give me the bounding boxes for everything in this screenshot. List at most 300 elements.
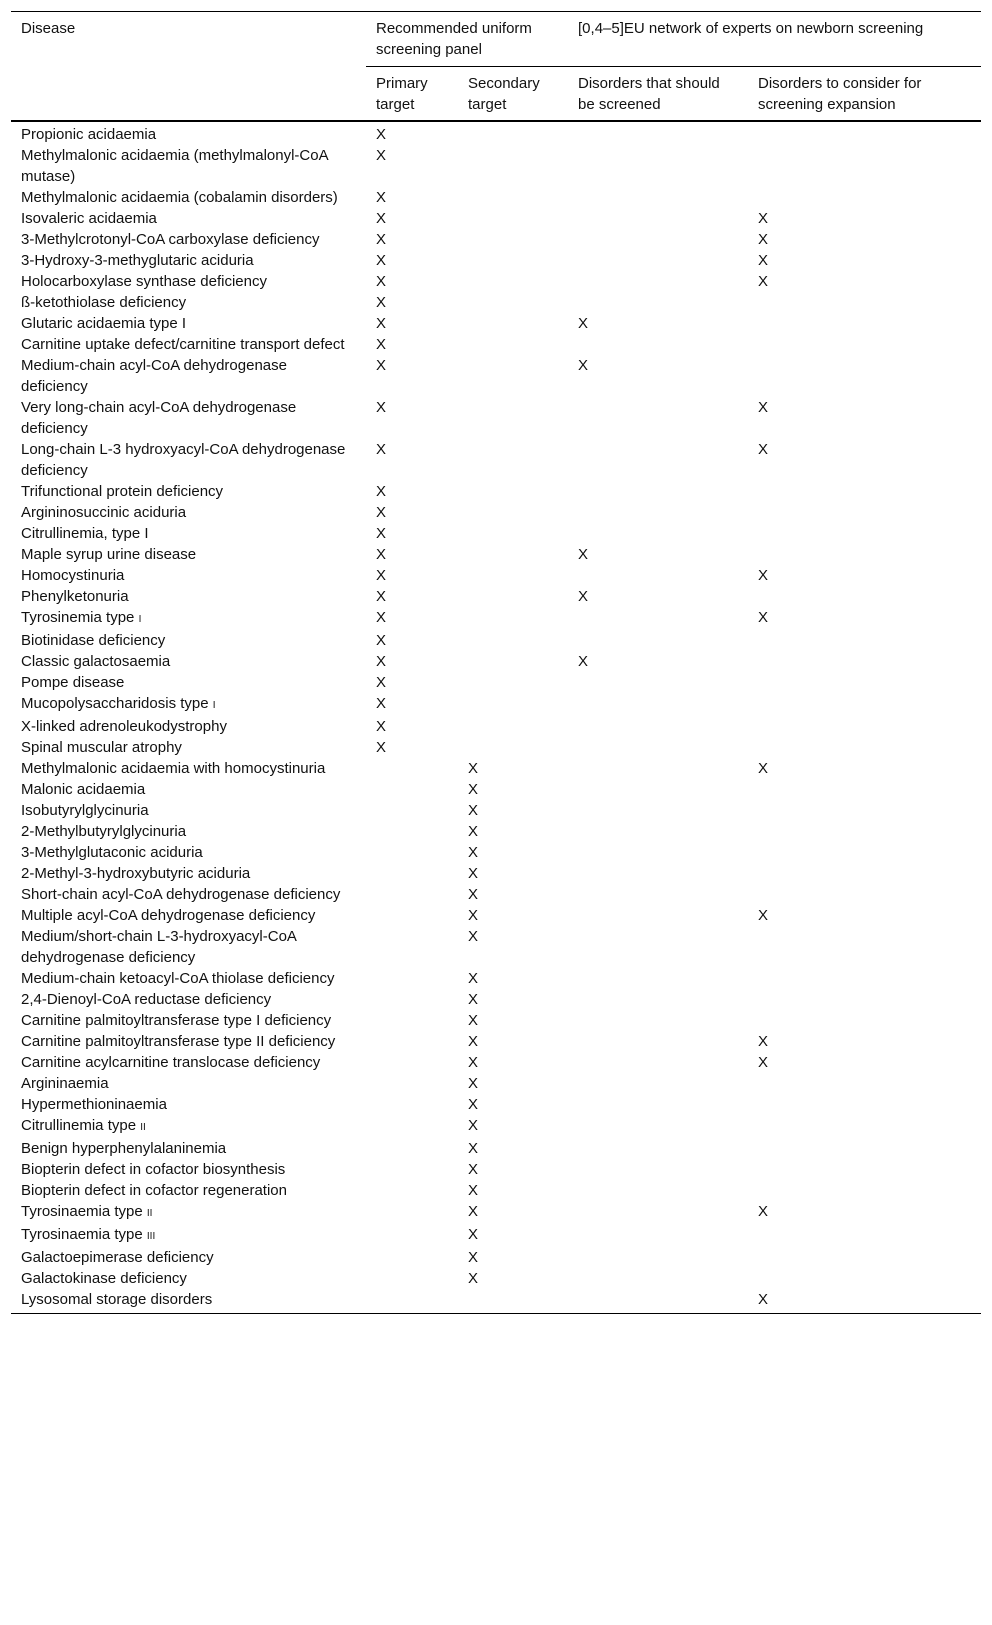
should-screen-cell xyxy=(568,1201,748,1224)
primary-target-cell xyxy=(366,208,458,229)
disease-cell-text: Short-chain acyl-CoA dehydrogenase deficiency xyxy=(21,886,341,903)
secondary-target-cell-text: X xyxy=(468,865,479,882)
primary-target-cell xyxy=(366,1094,458,1115)
should-screen-cell xyxy=(568,1224,748,1247)
should-screen-cell xyxy=(568,1010,748,1031)
table-row xyxy=(11,1115,981,1138)
header-eu-network: [0,4–5]EU network of experts on newborn screening xyxy=(568,12,981,67)
disease-cell-text: Medium-chain acyl-CoA dehydrogenase deficiency xyxy=(21,357,287,395)
secondary-target-cell xyxy=(458,1247,568,1268)
consider-expansion-cell xyxy=(748,1115,981,1138)
should-screen-cell xyxy=(568,779,748,800)
table-row xyxy=(11,863,981,884)
disease-cell-text: Long-chain L-3 hydroxyacyl-CoA dehydrogenase deficiency xyxy=(21,441,346,479)
disease-cell xyxy=(11,1268,366,1289)
primary-target-cell-text: X xyxy=(376,718,387,735)
header-should-screen: Disorders that should be screened xyxy=(578,75,720,113)
table-row xyxy=(11,439,981,481)
secondary-target-cell xyxy=(458,145,568,187)
secondary-target-cell-text: X xyxy=(468,1012,479,1029)
consider-expansion-cell xyxy=(748,737,981,758)
disease-cell-text: Medium/short-chain L-3-hydroxyacyl-CoA dehydrogenase deficiency xyxy=(21,928,297,966)
table-row xyxy=(11,292,981,313)
table-row xyxy=(11,905,981,926)
consider-expansion-cell xyxy=(748,1159,981,1180)
secondary-target-cell-text: X xyxy=(468,760,479,777)
primary-target-cell-text: X xyxy=(376,231,387,248)
should-screen-cell xyxy=(568,800,748,821)
disease-cell-text: Biopterin defect in cofactor regeneration xyxy=(21,1182,287,1199)
disease-cell-text: Citrullinemia type xyxy=(21,1117,137,1134)
disease-cell-text: Pompe disease xyxy=(21,674,125,691)
secondary-target-cell xyxy=(458,439,568,481)
table-row xyxy=(11,355,981,397)
disease-cell-text: Spinal muscular atrophy xyxy=(21,739,182,756)
secondary-target-cell-text: X xyxy=(468,1075,479,1092)
primary-target-cell xyxy=(366,672,458,693)
primary-target-cell xyxy=(366,502,458,523)
should-screen-cell-text: X xyxy=(578,653,589,670)
secondary-target-cell xyxy=(458,779,568,800)
should-screen-cell xyxy=(568,439,748,481)
consider-expansion-cell xyxy=(748,187,981,208)
consider-expansion-cell xyxy=(748,1094,981,1115)
secondary-target-cell xyxy=(458,1289,568,1314)
disease-cell xyxy=(11,926,366,968)
table-row xyxy=(11,544,981,565)
primary-target-cell xyxy=(366,1268,458,1289)
header-disease: Disease xyxy=(11,12,366,122)
consider-expansion-cell xyxy=(748,502,981,523)
consider-expansion-cell-text: X xyxy=(758,1054,769,1071)
disease-cell-text: Citrullinemia, type I xyxy=(21,525,149,542)
disease-cell-text: X-linked adrenoleukodystrophy xyxy=(21,718,227,735)
primary-target-cell-text: X xyxy=(376,315,387,332)
secondary-target-cell xyxy=(458,208,568,229)
should-screen-cell xyxy=(568,821,748,842)
primary-target-cell xyxy=(366,1073,458,1094)
consider-expansion-cell xyxy=(748,481,981,502)
consider-expansion-cell xyxy=(748,800,981,821)
disease-cell xyxy=(11,630,366,651)
should-screen-cell-text: X xyxy=(578,315,589,332)
should-screen-cell xyxy=(568,355,748,397)
consider-expansion-cell xyxy=(748,250,981,271)
primary-target-cell xyxy=(366,187,458,208)
disease-cell xyxy=(11,1115,366,1138)
secondary-target-cell xyxy=(458,758,568,779)
disease-cell-text: Methylmalonic acidaemia (cobalamin disorders) xyxy=(21,189,338,206)
table-row xyxy=(11,779,981,800)
disease-cell xyxy=(11,355,366,397)
disease-cell xyxy=(11,1073,366,1094)
primary-target-cell xyxy=(366,544,458,565)
should-screen-cell xyxy=(568,271,748,292)
consider-expansion-cell xyxy=(748,1224,981,1247)
primary-target-cell xyxy=(366,250,458,271)
should-screen-cell xyxy=(568,208,748,229)
primary-target-cell xyxy=(366,292,458,313)
secondary-target-cell xyxy=(458,842,568,863)
disease-cell-text: Galactoepimerase deficiency xyxy=(21,1249,214,1266)
primary-target-cell xyxy=(366,651,458,672)
secondary-target-cell-text: X xyxy=(468,1054,479,1071)
primary-target-cell-text: X xyxy=(376,504,387,521)
primary-target-cell xyxy=(366,523,458,544)
disease-cell xyxy=(11,334,366,355)
secondary-target-cell xyxy=(458,397,568,439)
consider-expansion-cell xyxy=(748,905,981,926)
disease-cell-text: Classic galactosaemia xyxy=(21,653,171,670)
table-row xyxy=(11,313,981,334)
disease-cell-text: Tyrosinemia type xyxy=(21,609,135,626)
should-screen-cell xyxy=(568,586,748,607)
consider-expansion-cell xyxy=(748,1201,981,1224)
disease-cell xyxy=(11,208,366,229)
disease-cell-text: Homocystinuria xyxy=(21,567,125,584)
should-screen-cell xyxy=(568,1094,748,1115)
disease-cell-text: Phenylketonuria xyxy=(21,588,129,605)
consider-expansion-cell xyxy=(748,145,981,187)
should-screen-cell xyxy=(568,737,748,758)
should-screen-cell xyxy=(568,313,748,334)
consider-expansion-cell xyxy=(748,716,981,737)
primary-target-cell xyxy=(366,565,458,586)
consider-expansion-cell xyxy=(748,630,981,651)
should-screen-cell xyxy=(568,1052,748,1073)
should-screen-cell xyxy=(568,607,748,630)
should-screen-cell xyxy=(568,1289,748,1314)
primary-target-cell xyxy=(366,1031,458,1052)
table-row xyxy=(11,1201,981,1224)
disease-cell xyxy=(11,565,366,586)
consider-expansion-cell-text: X xyxy=(758,1033,769,1050)
disease-cell xyxy=(11,145,366,187)
should-screen-cell xyxy=(568,334,748,355)
disease-cell-text: Isobutyrylglycinuria xyxy=(21,802,149,819)
disease-cell xyxy=(11,313,366,334)
disease-cell xyxy=(11,439,366,481)
disease-cell xyxy=(11,693,366,716)
primary-target-cell xyxy=(366,758,458,779)
should-screen-cell-text: X xyxy=(578,546,589,563)
disease-cell-text: Propionic acidaemia xyxy=(21,126,157,143)
table-row xyxy=(11,1052,981,1073)
consider-expansion-cell xyxy=(748,758,981,779)
consider-expansion-cell xyxy=(748,439,981,481)
disease-cell xyxy=(11,1289,366,1314)
table-row xyxy=(11,1031,981,1052)
disease-cell xyxy=(11,651,366,672)
table-row xyxy=(11,926,981,968)
consider-expansion-cell-text: X xyxy=(758,252,769,269)
should-screen-cell xyxy=(568,1115,748,1138)
secondary-target-cell xyxy=(458,884,568,905)
secondary-target-cell xyxy=(458,313,568,334)
table-row xyxy=(11,145,981,187)
secondary-target-cell xyxy=(458,565,568,586)
table-row xyxy=(11,884,981,905)
primary-target-cell xyxy=(366,397,458,439)
secondary-target-cell xyxy=(458,905,568,926)
secondary-target-cell xyxy=(458,250,568,271)
secondary-target-cell-text: X xyxy=(468,781,479,798)
type-numeral: II xyxy=(140,1122,146,1133)
secondary-target-cell xyxy=(458,121,568,145)
disease-cell xyxy=(11,1180,366,1201)
should-screen-cell xyxy=(568,523,748,544)
table-row xyxy=(11,1247,981,1268)
secondary-target-cell xyxy=(458,968,568,989)
primary-target-cell xyxy=(366,439,458,481)
secondary-target-cell xyxy=(458,544,568,565)
consider-expansion-cell xyxy=(748,693,981,716)
table-row xyxy=(11,229,981,250)
primary-target-cell xyxy=(366,1201,458,1224)
disease-cell xyxy=(11,481,366,502)
primary-target-cell xyxy=(366,121,458,145)
primary-target-cell-text: X xyxy=(376,357,387,374)
should-screen-cell xyxy=(568,187,748,208)
primary-target-cell xyxy=(366,1180,458,1201)
table-row xyxy=(11,651,981,672)
primary-target-cell-text: X xyxy=(376,609,387,626)
secondary-target-cell xyxy=(458,292,568,313)
primary-target-cell xyxy=(366,716,458,737)
secondary-target-cell xyxy=(458,672,568,693)
table-row xyxy=(11,1094,981,1115)
disease-cell xyxy=(11,607,366,630)
disease-cell-text: Carnitine uptake defect/carnitine transport defect xyxy=(21,336,345,353)
disease-cell-text: 2,4-Dienoyl-CoA reductase deficiency xyxy=(21,991,272,1008)
table-row xyxy=(11,758,981,779)
disease-cell xyxy=(11,800,366,821)
disease-cell xyxy=(11,1094,366,1115)
should-screen-cell xyxy=(568,884,748,905)
consider-expansion-cell xyxy=(748,271,981,292)
primary-target-cell xyxy=(366,1115,458,1138)
disease-cell xyxy=(11,1159,366,1180)
table-row xyxy=(11,565,981,586)
secondary-target-cell xyxy=(458,355,568,397)
consider-expansion-cell xyxy=(748,1289,981,1314)
disease-cell xyxy=(11,779,366,800)
secondary-target-cell xyxy=(458,1159,568,1180)
primary-target-cell xyxy=(366,842,458,863)
table-row xyxy=(11,1268,981,1289)
primary-target-cell xyxy=(366,1010,458,1031)
secondary-target-cell xyxy=(458,1138,568,1159)
table-row xyxy=(11,1138,981,1159)
consider-expansion-cell xyxy=(748,926,981,968)
disease-cell-text: Holocarboxylase synthase deficiency xyxy=(21,273,267,290)
consider-expansion-cell-text: X xyxy=(758,399,769,416)
consider-expansion-cell xyxy=(748,229,981,250)
table-row xyxy=(11,208,981,229)
primary-target-cell xyxy=(366,1247,458,1268)
should-screen-cell xyxy=(568,926,748,968)
type-numeral: III xyxy=(146,1231,156,1242)
disease-cell-text: Lysosomal storage disorders xyxy=(21,1291,213,1308)
primary-target-cell-text: X xyxy=(376,273,387,290)
secondary-target-cell xyxy=(458,1180,568,1201)
secondary-target-cell-text: X xyxy=(468,802,479,819)
should-screen-cell xyxy=(568,544,748,565)
secondary-target-cell-text: X xyxy=(468,1203,479,1220)
disease-cell-text: 3-Hydroxy-3-methyglutaric aciduria xyxy=(21,252,254,269)
screening-table-container xyxy=(11,11,981,1314)
disease-cell-text: 2-Methyl-3-hydroxybutyric aciduria xyxy=(21,865,251,882)
secondary-target-cell-text: X xyxy=(468,1270,479,1287)
consider-expansion-cell-text: X xyxy=(758,907,769,924)
consider-expansion-cell xyxy=(748,863,981,884)
consider-expansion-cell-text: X xyxy=(758,609,769,626)
consider-expansion-cell xyxy=(748,565,981,586)
secondary-target-cell-text: X xyxy=(468,1226,479,1243)
should-screen-cell xyxy=(568,1247,748,1268)
should-screen-cell xyxy=(568,968,748,989)
primary-target-cell-text: X xyxy=(376,546,387,563)
disease-cell xyxy=(11,989,366,1010)
secondary-target-cell xyxy=(458,271,568,292)
disease-cell xyxy=(11,863,366,884)
secondary-target-cell xyxy=(458,523,568,544)
consider-expansion-cell xyxy=(748,1180,981,1201)
header-rusp: Recommended uniform screening panel xyxy=(366,12,568,67)
secondary-target-cell xyxy=(458,651,568,672)
primary-target-cell xyxy=(366,355,458,397)
consider-expansion-cell xyxy=(748,968,981,989)
should-screen-cell xyxy=(568,229,748,250)
consider-expansion-cell xyxy=(748,1247,981,1268)
primary-target-cell xyxy=(366,586,458,607)
table-row xyxy=(11,523,981,544)
table-row xyxy=(11,842,981,863)
secondary-target-cell xyxy=(458,693,568,716)
primary-target-cell xyxy=(366,737,458,758)
table-body xyxy=(11,121,981,1314)
type-numeral: II xyxy=(146,1208,153,1219)
primary-target-cell xyxy=(366,989,458,1010)
consider-expansion-cell xyxy=(748,1031,981,1052)
table-row xyxy=(11,989,981,1010)
should-screen-cell xyxy=(568,651,748,672)
disease-cell xyxy=(11,884,366,905)
secondary-target-cell-text: X xyxy=(468,1117,479,1134)
consider-expansion-cell xyxy=(748,989,981,1010)
secondary-target-cell-text: X xyxy=(468,1161,479,1178)
should-screen-cell xyxy=(568,989,748,1010)
should-screen-cell xyxy=(568,1138,748,1159)
primary-target-cell-text: X xyxy=(376,441,387,458)
secondary-target-cell-text: X xyxy=(468,1140,479,1157)
primary-target-cell xyxy=(366,968,458,989)
primary-target-cell xyxy=(366,229,458,250)
type-numeral: I xyxy=(212,700,216,711)
disease-cell-text: Carnitine palmitoyltransferase type II deficiency xyxy=(21,1033,336,1050)
secondary-target-cell xyxy=(458,716,568,737)
disease-cell xyxy=(11,271,366,292)
secondary-target-cell xyxy=(458,1094,568,1115)
primary-target-cell-text: X xyxy=(376,653,387,670)
disease-cell-text: Very long-chain acyl-CoA dehydrogenase deficiency xyxy=(21,399,297,437)
disease-cell xyxy=(11,1201,366,1224)
secondary-target-cell-text: X xyxy=(468,886,479,903)
table-row xyxy=(11,481,981,502)
primary-target-cell xyxy=(366,1224,458,1247)
disease-cell xyxy=(11,121,366,145)
primary-target-cell xyxy=(366,334,458,355)
secondary-target-cell xyxy=(458,481,568,502)
disease-cell-text: Medium-chain ketoacyl-CoA thiolase deficiency xyxy=(21,970,335,987)
consider-expansion-cell-text: X xyxy=(758,231,769,248)
disease-cell-text: 3-Methylglutaconic aciduria xyxy=(21,844,203,861)
primary-target-cell xyxy=(366,779,458,800)
disease-cell-text: Tyrosinaemia type xyxy=(21,1226,143,1243)
consider-expansion-cell xyxy=(748,1010,981,1031)
secondary-target-cell-text: X xyxy=(468,907,479,924)
should-screen-cell xyxy=(568,502,748,523)
table-row xyxy=(11,502,981,523)
consider-expansion-cell xyxy=(748,334,981,355)
primary-target-cell-text: X xyxy=(376,483,387,500)
disease-cell xyxy=(11,502,366,523)
should-screen-cell xyxy=(568,121,748,145)
type-numeral: I xyxy=(138,614,142,625)
disease-cell xyxy=(11,1138,366,1159)
primary-target-cell-text: X xyxy=(376,252,387,269)
secondary-target-cell xyxy=(458,821,568,842)
consider-expansion-cell xyxy=(748,544,981,565)
secondary-target-cell-text: X xyxy=(468,1033,479,1050)
disease-cell xyxy=(11,1010,366,1031)
secondary-target-cell-text: X xyxy=(468,928,479,945)
consider-expansion-cell xyxy=(748,607,981,630)
table-row xyxy=(11,1180,981,1201)
disease-cell xyxy=(11,397,366,439)
secondary-target-cell xyxy=(458,1268,568,1289)
primary-target-cell xyxy=(366,481,458,502)
secondary-target-cell xyxy=(458,1224,568,1247)
disease-cell-text: Argininosuccinic aciduria xyxy=(21,504,187,521)
table-row xyxy=(11,1073,981,1094)
consider-expansion-cell xyxy=(748,586,981,607)
should-screen-cell xyxy=(568,630,748,651)
header-consider-expansion: Disorders to consider for screening expansion xyxy=(758,75,922,113)
table-row xyxy=(11,1224,981,1247)
secondary-target-cell xyxy=(458,737,568,758)
secondary-target-cell xyxy=(458,1010,568,1031)
disease-cell-text: Galactokinase deficiency xyxy=(21,1270,187,1287)
table-row xyxy=(11,672,981,693)
table-row xyxy=(11,800,981,821)
disease-cell xyxy=(11,1224,366,1247)
consider-expansion-cell xyxy=(748,397,981,439)
table-row xyxy=(11,630,981,651)
secondary-target-cell xyxy=(458,1073,568,1094)
disease-cell-text: Biopterin defect in cofactor biosynthesis xyxy=(21,1161,286,1178)
primary-target-cell-text: X xyxy=(376,147,387,164)
consider-expansion-cell xyxy=(748,779,981,800)
disease-cell-text: Glutaric acidaemia type I xyxy=(21,315,187,332)
primary-target-cell xyxy=(366,1159,458,1180)
should-screen-cell xyxy=(568,1180,748,1201)
should-screen-cell xyxy=(568,145,748,187)
should-screen-cell xyxy=(568,1159,748,1180)
table-row xyxy=(11,250,981,271)
primary-target-cell xyxy=(366,1289,458,1314)
primary-target-cell xyxy=(366,607,458,630)
